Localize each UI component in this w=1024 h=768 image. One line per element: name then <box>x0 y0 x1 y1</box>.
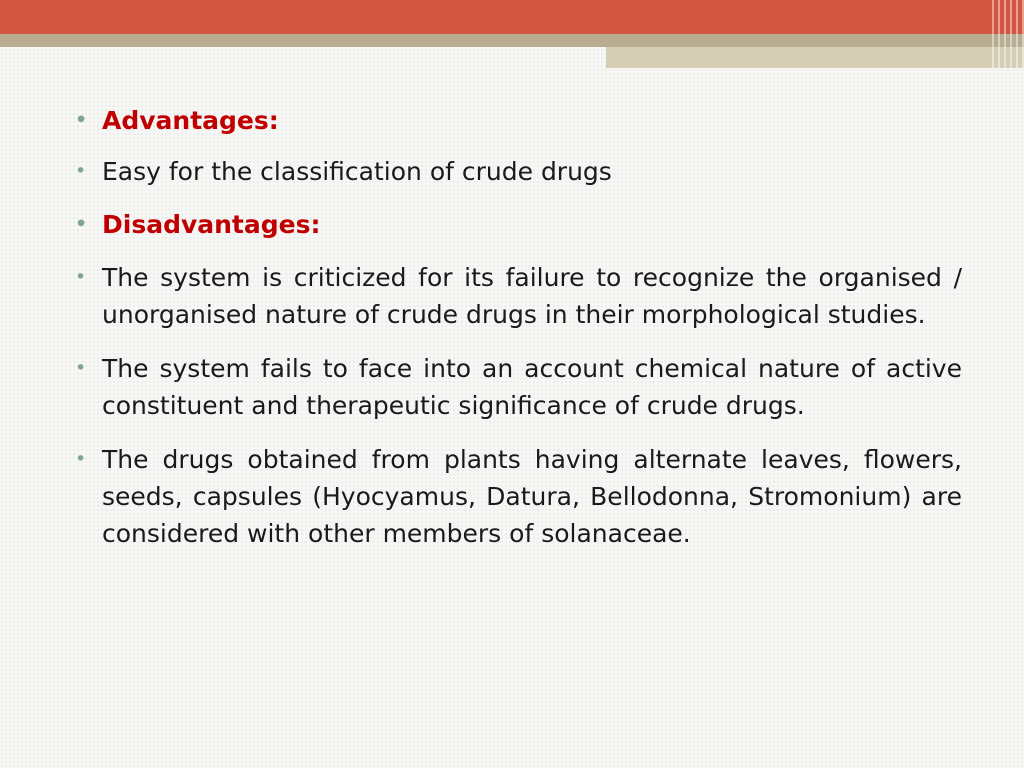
alternate-leaves-text: The drugs obtained from plants having alternate leaves, flowers, seeds, capsules (Hyocyamus, Datura, Bellodonna, Stromonium) are considered with other members of solanaceae. <box>102 445 962 548</box>
chemical-nature-text: The system fails to face into an account chemical nature of active constituent and therapeutic significance of crude drugs. <box>102 354 962 420</box>
bullet-dot-icon: • <box>75 213 88 235</box>
bullet-item-disadvantages-heading <box>72 206 962 243</box>
bullet-dot-icon: • <box>75 357 87 379</box>
bullet-dot-icon: • <box>75 448 87 470</box>
header-taupe-block <box>606 47 1024 68</box>
bullet-item-advantages-heading <box>72 102 962 139</box>
bullet-item-criticized <box>72 259 962 333</box>
disadvantages-heading-text: Disadvantages: <box>102 210 321 239</box>
bullet-dot-icon: • <box>75 266 87 288</box>
easy-classification-text: Easy for the classification of crude drugs <box>102 157 612 186</box>
criticized-text: The system is criticized for its failure to recognize the organised / unorganised nature of crude drugs in their morphological studies. <box>102 263 962 329</box>
header-stripe-decoration <box>988 0 1024 68</box>
advantages-heading-text: Advantages: <box>102 106 279 135</box>
slide-content <box>72 100 962 552</box>
header-accent-band <box>0 0 1024 34</box>
bullet-item-alternate-leaves <box>72 441 962 552</box>
bullet-dot-icon: • <box>75 160 87 182</box>
bullet-item-easy-classification <box>72 153 962 190</box>
header-taupe-band <box>0 34 1024 47</box>
bullet-dot-icon: • <box>75 109 88 131</box>
bullet-item-chemical-nature <box>72 350 962 424</box>
